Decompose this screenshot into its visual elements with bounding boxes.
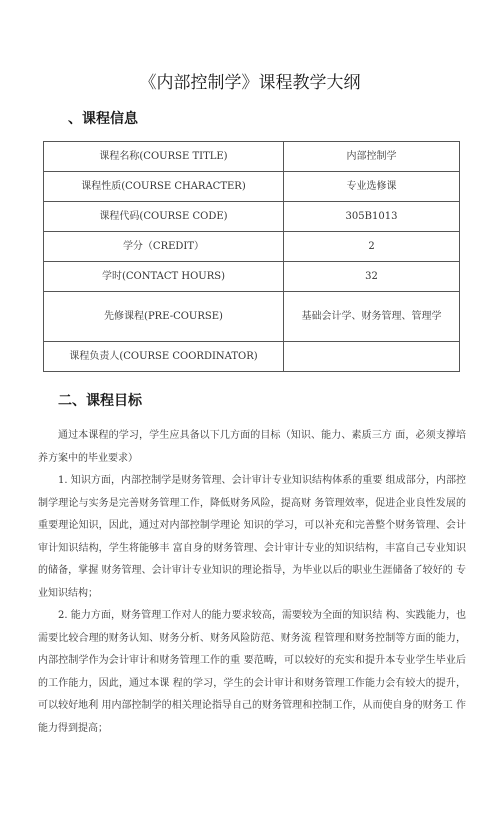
- section-heading-course-info: 、课程信息: [68, 111, 138, 127]
- table-row: [44, 172, 460, 202]
- table-value-cell: 基础会计学、财务管理、管理学: [284, 292, 460, 342]
- paragraph: 2. 能力方面，财务管理工作对人的能力要求较高，需要较为全面的知识结 构、实践能力，也需要比较合理的财务认知、财务分析、财务风险防范、财务流 程管理和财务控制等方面的能力，内部控制学作为会计审计和财务管理工作的重 要范畴，可以较好的充实和提升本专业学生毕业后的工作能力，因此，通过本课 程的学习，学生的会计审计和财务管理工作能力会有较大的提升，可以较好地利 用内部控制学的相关理论指导自己的财务管理和控制工作，从而使自身的财务工 作能力得到提高；: [38, 610, 466, 734]
- table-key-cell: 课程代码(COURSE CODE): [44, 202, 284, 232]
- table-row: [44, 262, 460, 292]
- table-key-cell: 学时(CONTACT HOURS): [44, 262, 284, 292]
- table-value-cell: 32: [284, 262, 460, 292]
- table-key-cell: 课程名称(COURSE TITLE): [44, 142, 284, 172]
- paragraph: 通过本课程的学习，学生应具备以下几方面的目标（知识、能力、素质三方 面，必须支撑培养方案中的毕业要求）: [38, 430, 466, 464]
- table-value-cell: 2: [284, 232, 460, 262]
- table-key-cell: 课程性质(COURSE CHARACTER): [44, 172, 284, 202]
- table-value-cell: 305B1013: [284, 202, 460, 232]
- table-row: [44, 142, 460, 172]
- table-value-cell: 专业选修课: [284, 172, 460, 202]
- table-row: [44, 232, 460, 262]
- course-info-table: [43, 141, 460, 372]
- table-row: [44, 292, 460, 342]
- table-value-cell: [284, 342, 460, 372]
- page-title: 《内部控制学》课程教学大纲: [139, 73, 361, 93]
- table-row: [44, 342, 460, 372]
- table-row: [44, 202, 460, 232]
- table-key-cell: 学分（CREDIT）: [44, 232, 284, 262]
- table-key-cell: 先修课程(PRE-COURSE): [44, 292, 284, 342]
- table-value-cell: 内部控制学: [284, 142, 460, 172]
- section-heading-course-objectives: 二、课程目标: [58, 393, 142, 409]
- paragraph: 1. 知识方面，内部控制学是财务管理、会计审计专业知识结构体系的重要 组成部分，内部控制学理论与实务是完善财务管理工作，降低财务风险，提高财 务管理效率，促进企业良性发展的重要理论知识，因此，通过对内部控制学理论 知识的学习，可以补充和完善整个财务管理、会计审计知识结构，学生将能够丰 富自身的财务管理、会计审计专业的知识结构，丰富自己专业知识的储备，掌握 财务管理、会计审计专业知识的理论指导，为毕业以后的职业生涯储备了较好的 专业知识结构；: [38, 475, 466, 599]
- objectives-body: [38, 425, 466, 740]
- table-key-cell: 课程负责人(COURSE COORDINATOR): [44, 342, 284, 372]
